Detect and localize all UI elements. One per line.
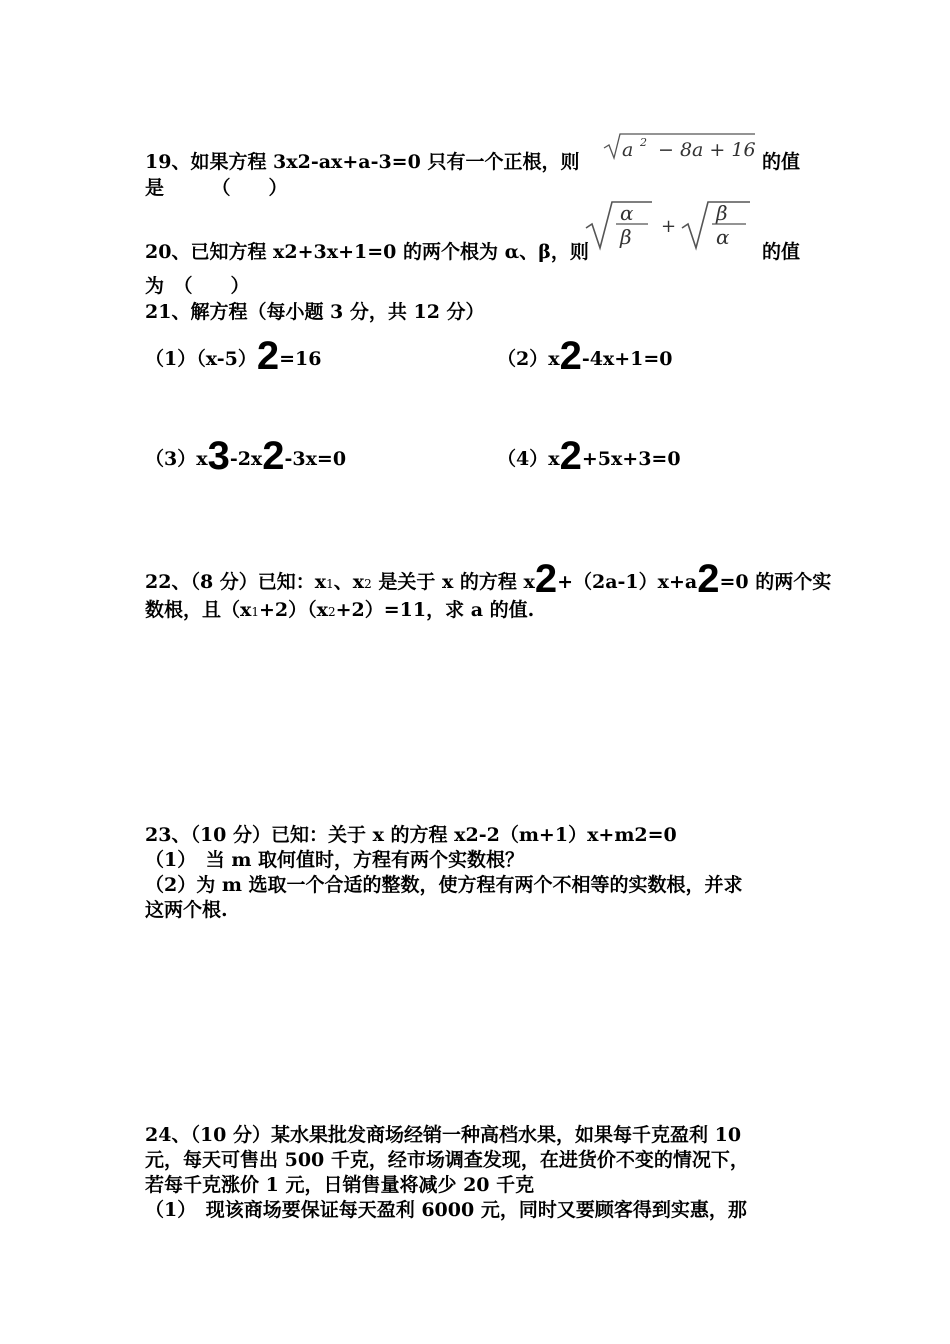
q23-line2: （1） 当 m 取何值时，方程有两个实数根？ bbox=[145, 849, 525, 871]
q20-beta-top: β bbox=[716, 201, 728, 225]
q19-tail: 的值 bbox=[762, 151, 801, 173]
q20-tail: 的值 bbox=[762, 241, 801, 263]
q21-p3-exp2: 2 bbox=[262, 434, 285, 478]
q22-l2-s0: 数根，且（x bbox=[145, 599, 252, 621]
q19-formula-a: a bbox=[622, 139, 634, 161]
q21-p1-a: （1）（x-5） bbox=[145, 348, 257, 370]
q22-l1-exp2: 2 bbox=[697, 557, 720, 601]
q21-part2 bbox=[497, 334, 673, 378]
q19-sqrt-formula bbox=[600, 130, 760, 164]
q23-line3: （2）为 m 选取一个合适的整数，使方程有两个不相等的实数根，并求 bbox=[145, 874, 743, 896]
q21-p4-exp: 2 bbox=[559, 434, 582, 478]
q22-l2-sub2: 2 bbox=[327, 605, 336, 619]
q24-line2: 元，每天可售出 500 千克，经市场调查发现，在进货价不变的情况下， bbox=[145, 1149, 749, 1171]
q20-plus: + bbox=[661, 216, 677, 237]
q21-part1 bbox=[145, 334, 322, 378]
q21-p2-a: （2）x bbox=[497, 348, 560, 370]
q21-part3 bbox=[145, 434, 347, 478]
q22-line1 bbox=[145, 557, 832, 601]
q24-line3: 若每千克涨价 1 元，日销售量将减少 20 千克 bbox=[145, 1174, 535, 1196]
q19-formula-rest: − 8a + 16 bbox=[658, 139, 756, 161]
q21-p1-exp: 2 bbox=[256, 334, 280, 378]
q21-p3-a: （3）x bbox=[145, 448, 208, 470]
q23-line1: 23、（10 分）已知：关于 x 的方程 x2-2（m+1）x+m2=0 bbox=[145, 824, 677, 846]
q20-text: 20、已知方程 x2+3x+1=0 的两个根为 α、β，则 bbox=[145, 241, 589, 263]
q22-l1-sub1: 1 bbox=[326, 577, 334, 591]
q20-beta-bottom: β bbox=[620, 225, 632, 249]
q22-l2-sub1: 1 bbox=[251, 605, 259, 619]
q21-p4-a: （4）x bbox=[497, 448, 560, 470]
q21-p3-exp1: 3 bbox=[207, 434, 230, 478]
q19-formula-exp: 2 bbox=[640, 136, 647, 149]
q22-l1-s2: 、x bbox=[333, 571, 365, 593]
q22-l1-sub2: 2 bbox=[364, 577, 372, 591]
q21-p2-exp: 2 bbox=[559, 334, 582, 378]
q21-p2-b: -4x+1=0 bbox=[581, 348, 673, 370]
q21-title: 21、解方程（每小题 3 分，共 12 分） bbox=[145, 301, 485, 323]
q21-p3-b: -2x bbox=[229, 448, 263, 470]
q20-alpha-top: α bbox=[620, 201, 634, 225]
q22-l1-s6: +（2a-1）x+a bbox=[557, 571, 698, 593]
q22-l1-s4: 是关于 x 的方程 x bbox=[371, 571, 535, 593]
q21-part4 bbox=[497, 434, 681, 478]
q23-line4: 这两个根. bbox=[145, 899, 228, 921]
q22-l2-s4: +2）=11，求 a 的值. bbox=[335, 599, 535, 621]
q22-line2 bbox=[145, 598, 534, 624]
q19-text: 19、如果方程 3x2-ax+a-3=0 只有一个正根，则 bbox=[145, 151, 580, 173]
q20-line2: 为 （ ） bbox=[145, 275, 250, 297]
q22-l1-exp1: 2 bbox=[534, 557, 558, 601]
q20-alpha-bottom: α bbox=[716, 225, 730, 249]
q21-p1-b: =16 bbox=[279, 348, 322, 370]
q22-l1-s0: 22、（8 分）已知：x bbox=[145, 571, 327, 593]
q20-line1 bbox=[145, 240, 589, 264]
q19-line2: 是 （ ） bbox=[145, 177, 288, 199]
q21-p3-c: -3x=0 bbox=[284, 448, 347, 470]
q22-l1-s8: =0 的两个实 bbox=[719, 571, 832, 593]
q20-sqrt-formula bbox=[584, 198, 756, 254]
q21-p4-b: +5x+3=0 bbox=[581, 448, 681, 470]
q19-line1 bbox=[145, 150, 579, 174]
q24-line1: 24、（10 分）某水果批发商场经销一种高档水果，如果每千克盈利 10 bbox=[145, 1124, 742, 1146]
q24-line4: （1） 现该商场要保证每天盈利 6000 元，同时又要顾客得到实惠，那 bbox=[145, 1199, 747, 1221]
q22-l2-s2: +2）（x bbox=[258, 599, 328, 621]
